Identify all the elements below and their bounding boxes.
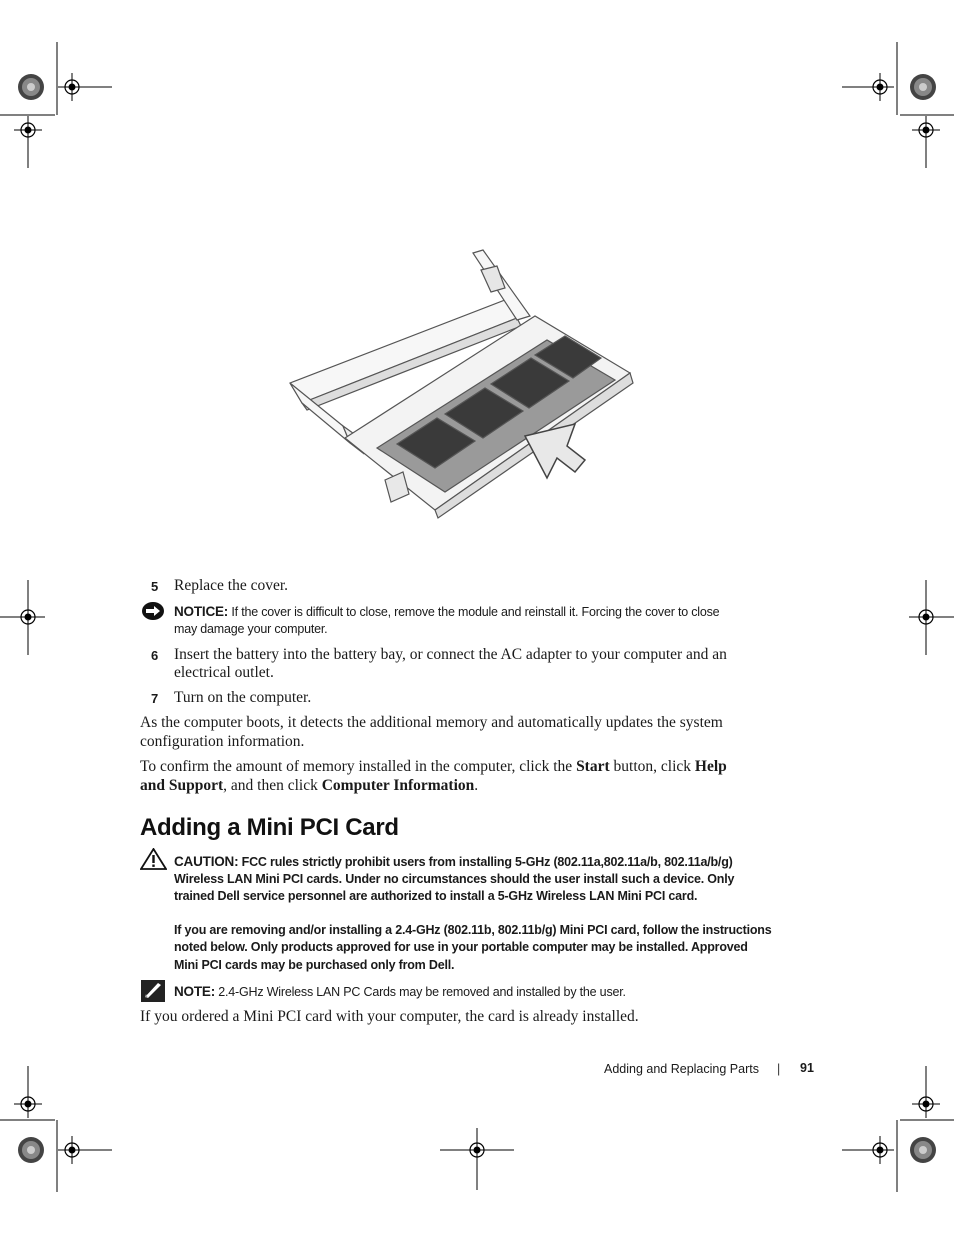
step-text-5: Replace the cover. bbox=[174, 577, 289, 594]
caution-line6: Mini PCI cards may be purchased only from Dell. bbox=[174, 958, 455, 972]
section-title: Adding a Mini PCI Card bbox=[140, 814, 399, 841]
confirm-text-b: button, click bbox=[609, 758, 695, 775]
step-number-6: 6 bbox=[151, 648, 159, 663]
boot-paragraph-line1: As the computer boots, it detects the additional memory and automatically updates the system bbox=[140, 714, 723, 731]
caution-line1-row bbox=[174, 853, 733, 872]
note-pencil-icon bbox=[141, 980, 165, 1002]
step-text-7: Turn on the computer. bbox=[174, 689, 312, 706]
note-text: 2.4-GHz Wireless LAN PC Cards may be removed and installed by the user. bbox=[218, 985, 626, 999]
computer-info-ref: Computer Information bbox=[321, 777, 475, 794]
caution-triangle-icon bbox=[140, 848, 167, 870]
memory-module-illustration bbox=[285, 248, 645, 528]
caution-line1: FCC rules strictly prohibit users from installing 5-GHz (802.11a,802.11a/b, 802.11a/b/g) bbox=[241, 855, 733, 869]
confirm-text-c: , and then click bbox=[223, 777, 322, 794]
start-ref: Start bbox=[576, 758, 610, 775]
step-number-5: 5 bbox=[151, 579, 159, 594]
boot-paragraph-line2: configuration information. bbox=[140, 733, 305, 750]
caution-label: CAUTION: bbox=[174, 854, 239, 869]
notice-icon bbox=[141, 601, 165, 621]
page-number: 91 bbox=[800, 1061, 814, 1075]
note-block bbox=[174, 983, 626, 1002]
step-number-7: 7 bbox=[151, 691, 159, 706]
caution-line4: If you are removing and/or installing a 2.4-GHz (802.11b, 802.11b/g) Mini PCI card, follow the instructions bbox=[174, 923, 772, 937]
final-paragraph: If you ordered a Mini PCI card with your computer, the card is already installed. bbox=[140, 1008, 639, 1025]
caution-line2: Wireless LAN Mini PCI cards. Under no circumstances should the user install such a device. Only bbox=[174, 872, 735, 886]
caution-line3: trained Dell service personnel are authorized to install a 5-GHz Wireless LAN Mini PCI card. bbox=[174, 889, 698, 903]
support-ref: and Support bbox=[140, 777, 224, 794]
note-label: NOTE: bbox=[174, 984, 215, 999]
notice-line2: may damage your computer. bbox=[174, 622, 328, 636]
notice-label: NOTICE: bbox=[174, 604, 229, 619]
caution-line5: noted below. Only products approved for use in your portable computer may be installed. Approved bbox=[174, 940, 748, 954]
step-text-6-line2: electrical outlet. bbox=[174, 664, 274, 681]
notice-line1: If the cover is difficult to close, remove the module and reinstall it. Forcing the cover to close bbox=[231, 605, 720, 619]
notice-block bbox=[174, 603, 774, 622]
confirm-paragraph-line1 bbox=[140, 757, 727, 776]
footer-section: Adding and Replacing Parts bbox=[604, 1062, 759, 1076]
confirm-text-d: . bbox=[474, 777, 479, 794]
step-text-6-line1: Insert the battery into the battery bay, or connect the AC adapter to your computer and an bbox=[174, 646, 727, 663]
confirm-paragraph-line2 bbox=[140, 776, 478, 795]
confirm-text-a: To confirm the amount of memory installed in the computer, click the bbox=[140, 758, 577, 775]
help-ref: Help bbox=[694, 758, 727, 775]
footer-separator: | bbox=[777, 1062, 781, 1076]
